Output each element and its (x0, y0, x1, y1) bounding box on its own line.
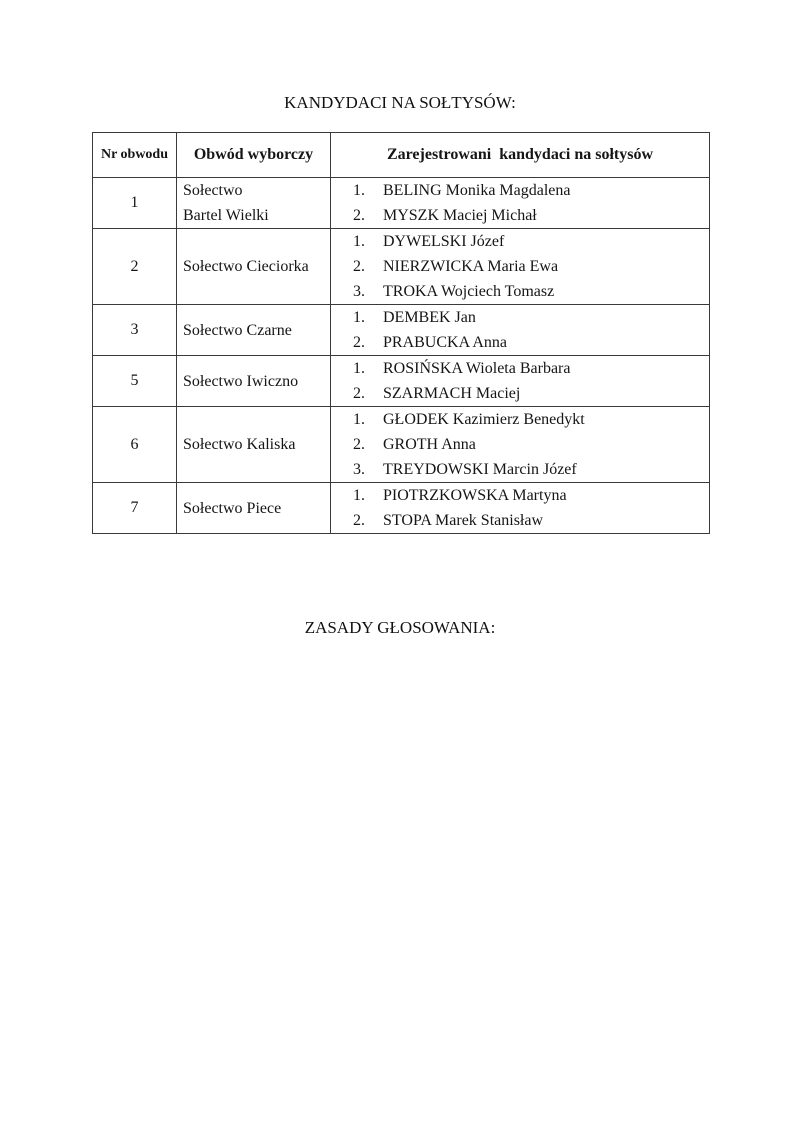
candidate-item (353, 305, 709, 330)
candidate-item (353, 508, 709, 533)
table-row (93, 305, 710, 356)
document-title: KANDYDACI NA SOŁTYSÓW: (284, 93, 516, 112)
cell-kandydaci (331, 407, 710, 483)
candidate-number: 2. (353, 512, 365, 529)
district-line: Bartel Wielki (183, 207, 269, 224)
cell-obwod-wyborczy (177, 229, 331, 305)
candidate-number: 1. (353, 233, 365, 250)
candidate-item (353, 279, 709, 304)
candidates-table (92, 132, 710, 534)
candidate-item (353, 432, 709, 457)
candidate-number: 3. (353, 461, 365, 478)
candidate-name: GROTH Anna (383, 436, 476, 453)
cell-nr-obwodu: 2 (93, 229, 177, 305)
candidate-name: DEMBEK Jan (383, 309, 476, 326)
candidate-item (353, 381, 709, 406)
cell-obwod-wyborczy (177, 483, 331, 534)
table-row (93, 178, 710, 229)
candidate-name: GŁODEK Kazimierz Benedykt (383, 411, 585, 428)
cell-nr-obwodu: 3 (93, 305, 177, 356)
candidate-number: 2. (353, 334, 365, 351)
district-line: Sołectwo Piece (183, 499, 282, 517)
candidate-name: TREYDOWSKI Marcin Józef (383, 461, 577, 478)
candidate-name: STOPA Marek Stanisław (383, 512, 544, 529)
district-line: Sołectwo (183, 182, 243, 199)
table-row (93, 407, 710, 483)
cell-obwod-wyborczy (177, 356, 331, 407)
cell-nr-obwodu: 5 (93, 356, 177, 407)
candidate-item (353, 356, 709, 381)
candidate-number: 3. (353, 283, 365, 300)
table-row (93, 356, 710, 407)
cell-obwod-wyborczy (177, 178, 331, 229)
cell-kandydaci (331, 229, 710, 305)
candidate-number: 1. (353, 487, 365, 504)
candidate-item (353, 229, 709, 254)
candidate-name: DYWELSKI Józef (383, 233, 505, 250)
candidate-name: PRABUCKA Anna (383, 334, 508, 351)
candidate-number: 1. (353, 309, 365, 326)
cell-kandydaci (331, 305, 710, 356)
candidate-number: 1. (353, 411, 365, 428)
candidate-name: ROSIŃSKA Wioleta Barbara (383, 360, 571, 377)
table-header-row (93, 133, 710, 178)
cell-kandydaci (331, 178, 710, 229)
cell-obwod-wyborczy (177, 407, 331, 483)
col-header-kandydaci: Zarejestrowani kandydaci na sołtysów (331, 133, 710, 178)
candidate-number: 2. (353, 207, 365, 224)
candidate-item (353, 254, 709, 279)
candidate-item (353, 330, 709, 355)
candidate-name: PIOTRZKOWSKA Martyna (383, 487, 567, 504)
district-line: Sołectwo Czarne (183, 321, 292, 339)
cell-nr-obwodu: 1 (93, 178, 177, 229)
candidate-name: BELING Monika Magdalena (383, 182, 571, 199)
col-header-obwod-wyborczy: Obwód wyborczy (177, 133, 331, 178)
cell-nr-obwodu: 7 (93, 483, 177, 534)
candidate-number: 1. (353, 360, 365, 377)
candidate-item (353, 407, 709, 432)
candidate-name: TROKA Wojciech Tomasz (383, 283, 555, 300)
candidate-item (353, 457, 709, 482)
candidate-item (353, 203, 709, 228)
table-row (93, 483, 710, 534)
candidate-name: SZARMACH Maciej (383, 385, 521, 402)
candidate-name: NIERZWICKA Maria Ewa (383, 258, 559, 275)
cell-kandydaci (331, 483, 710, 534)
district-line: Sołectwo Kaliska (183, 436, 296, 453)
table-row (93, 229, 710, 305)
candidate-item (353, 483, 709, 508)
district-line: Sołectwo Cieciorka (183, 258, 309, 275)
candidate-number: 2. (353, 258, 365, 275)
candidate-number: 2. (353, 385, 365, 402)
table-body (93, 178, 710, 534)
district-line: Sołectwo Iwiczno (183, 372, 299, 390)
col-header-nr-obwodu: Nr obwodu (93, 133, 177, 178)
candidate-number: 2. (353, 436, 365, 453)
candidate-number: 1. (353, 182, 365, 199)
candidate-item (353, 178, 709, 203)
cell-nr-obwodu: 6 (93, 407, 177, 483)
cell-obwod-wyborczy (177, 305, 331, 356)
candidate-name: MYSZK Maciej Michał (383, 207, 537, 224)
cell-kandydaci (331, 356, 710, 407)
section-title-zasady-glosowania: ZASADY GŁOSOWANIA: (304, 618, 496, 637)
